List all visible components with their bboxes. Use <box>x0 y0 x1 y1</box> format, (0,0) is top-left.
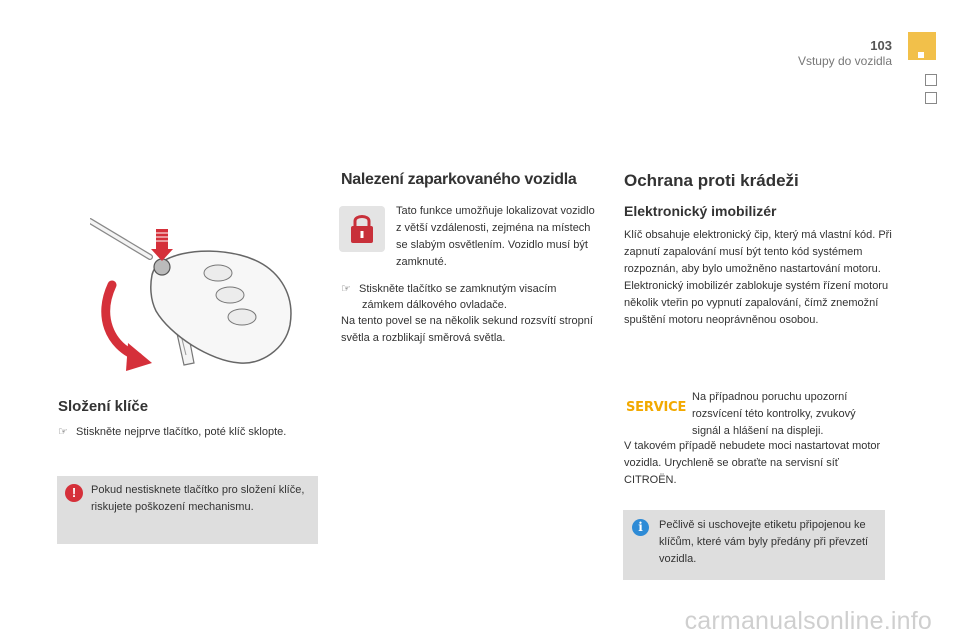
watermark: carmanualsonline.info <box>684 607 932 635</box>
exclamation-icon: ! <box>65 484 83 502</box>
find-vehicle-instruction-1: Stiskněte tlačítko se zamknutým visacím <box>359 283 557 295</box>
info-text: Pečlivě si uschovejte etiketu připojenou ke klíčům, které vám byly předány při převzetí vozidla. <box>659 519 869 565</box>
fob-button <box>216 287 244 303</box>
warning-box <box>57 476 318 544</box>
immobiliser-heading: Elektronický imobilizér <box>624 203 777 219</box>
service-warning-intro: Na případnou poruchu upozorní rozsvícení této kontrolky, zvukový signál a hlášení na displeji. <box>692 391 856 437</box>
immobiliser-paragraph-2: Elektronický imobilizér zablokuje systém řízení motoru několik vteřin po vypnutí zapalování, čímž znemožní spuštění motoru neoprávněnou osobou. <box>624 280 889 326</box>
warning-text: Pokud nestisknete tlačítko pro složení klíče, riskujete poškození mechanismu. <box>91 484 305 513</box>
tab-dot <box>918 52 924 58</box>
find-vehicle-heading: Nalezení zaparkovaného vozidla <box>341 171 577 188</box>
pointing-hand-icon: ☞ <box>341 283 351 295</box>
fob-button <box>228 309 256 325</box>
fob-button <box>204 265 232 281</box>
fold-arrow-icon <box>106 285 138 357</box>
padlock-icon <box>339 206 385 252</box>
chapter-tab[interactable] <box>925 74 937 86</box>
find-vehicle-intro: Tato funkce umožňuje lokalizovat vozidlo z větší vzdálenosti, zejména na místech se slabým osvětlením. Vozidlo musí být zamknuté. <box>396 205 595 268</box>
chapter-tab[interactable] <box>925 92 937 104</box>
fold-key-heading: Složení klíče <box>58 398 149 415</box>
release-button <box>154 259 170 275</box>
find-vehicle-instruction-2: zámkem dálkového ovladače. <box>362 299 507 311</box>
section-name: Vstupy do vozidla <box>797 54 892 68</box>
find-vehicle-bullet <box>341 281 591 313</box>
fold-key-bullet <box>58 424 286 440</box>
fold-key-instruction: Stiskněte nejprve tlačítko, poté klíč sklopte. <box>76 426 287 438</box>
anti-theft-heading: Ochrana proti krádeži <box>624 171 799 190</box>
service-warning-text: V takovém případě nebudete moci nastartovat motor vozidla. Urychleně se obraťte na servisní síť CITROËN. <box>624 440 881 486</box>
info-icon: i <box>632 519 649 536</box>
find-vehicle-note: Na tento povel se na několik sekund rozsvítí stropní světla a rozblikají směrová světla. <box>341 315 593 344</box>
fold-arrow-head <box>126 343 152 371</box>
pointing-hand-icon: ☞ <box>58 426 68 438</box>
service-warning-icon: SERVICE <box>626 400 687 415</box>
immobiliser-paragraph-1: Klíč obsahuje elektronický čip, který má vlastní kód. Při zapnutí zapalování musí být tento kód systémem rozpoznán, aby bylo umožněno nastartování motoru. <box>624 229 892 275</box>
key-folding-illustration <box>90 215 310 385</box>
press-arrow-icon <box>156 229 168 251</box>
immobiliser-text <box>624 227 894 329</box>
info-box <box>623 510 885 580</box>
chapter-tab-active[interactable] <box>908 32 936 60</box>
page-number: 103 <box>870 38 892 53</box>
